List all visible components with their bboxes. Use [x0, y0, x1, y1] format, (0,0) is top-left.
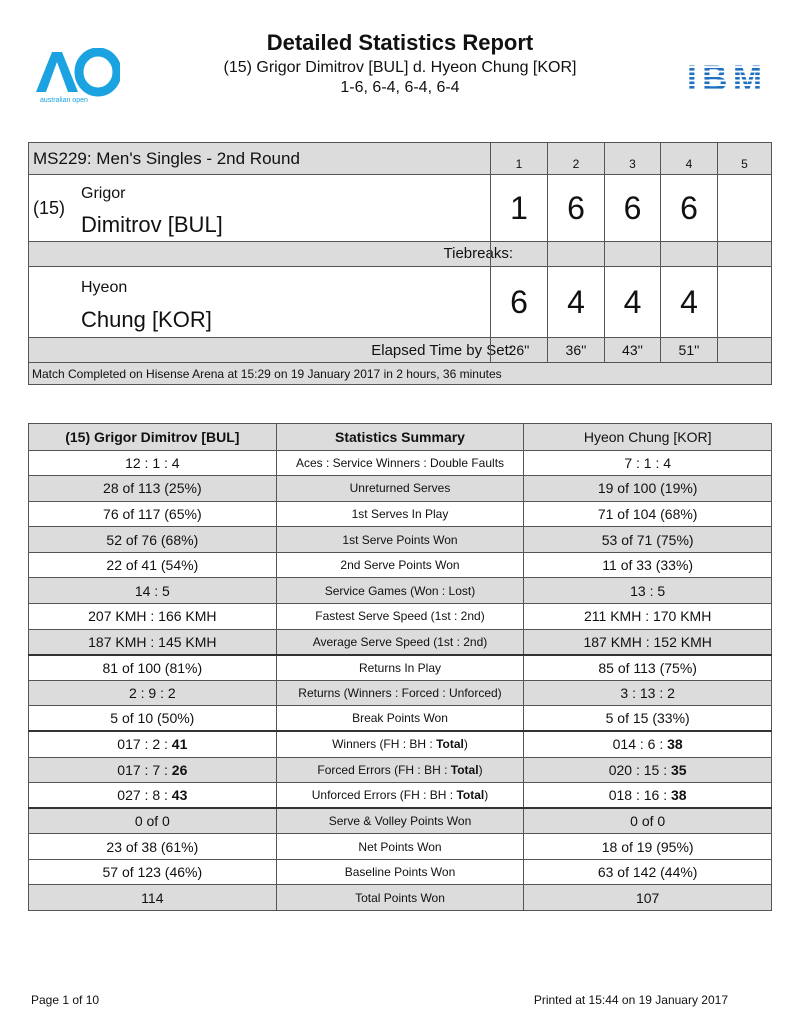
stats-row: [29, 757, 772, 783]
stats-row: [29, 527, 772, 553]
stats-row: [29, 578, 772, 604]
stat-label: Baseline Points Won: [276, 859, 524, 885]
stat-player2-value: 107: [524, 885, 772, 911]
report-score-line: 1-6, 6-4, 6-4, 6-4: [340, 79, 460, 96]
player2-first-name: Hyeon: [81, 279, 128, 296]
report-title: Detailed Statistics Report: [266, 30, 534, 55]
stat-player2-value: 71 of 104 (68%): [524, 501, 772, 527]
set-header-2: 2: [547, 143, 604, 174]
set-header-3: 3: [604, 143, 660, 174]
elapsed-set5: [717, 338, 771, 362]
stat-player2-value: 014 : 6 : 38: [524, 731, 772, 757]
stat-player2-value: 211 KMH : 170 KMH: [524, 604, 772, 630]
stat-player1-value: 0 of 0: [29, 808, 277, 834]
stat-player1-value: 52 of 76 (68%): [29, 527, 277, 553]
stat-label: Winners (FH : BH : Total): [276, 731, 524, 757]
player2-set4: 4: [660, 267, 717, 337]
stats-row: [29, 552, 772, 578]
player2-set1: 6: [490, 267, 547, 337]
stat-label: Fastest Serve Speed (1st : 2nd): [276, 604, 524, 630]
stat-player1-value: 81 of 100 (81%): [29, 655, 277, 681]
stat-label: 2nd Serve Points Won: [276, 552, 524, 578]
stat-player2-value: 11 of 33 (33%): [524, 552, 772, 578]
player1-set2: 6: [547, 175, 604, 241]
stat-label: Serve & Volley Points Won: [276, 808, 524, 834]
stat-player1-value: 114: [29, 885, 277, 911]
player2-set2: 4: [547, 267, 604, 337]
stat-label: Service Games (Won : Lost): [276, 578, 524, 604]
stat-label: Break Points Won: [276, 706, 524, 732]
stats-body: [29, 450, 772, 910]
stat-player2-value: 85 of 113 (75%): [524, 655, 772, 681]
stat-player1-value: 23 of 38 (61%): [29, 834, 277, 860]
score-header-row: [29, 143, 771, 174]
player1-set5: [717, 175, 771, 241]
stat-player1-value: 14 : 5: [29, 578, 277, 604]
stat-player2-value: 63 of 142 (44%): [524, 859, 772, 885]
player1-set3: 6: [604, 175, 660, 241]
player1-first-name: Grigor: [81, 185, 126, 202]
stats-row: [29, 501, 772, 527]
stat-player1-value: 57 of 123 (46%): [29, 859, 277, 885]
stats-row: [29, 476, 772, 502]
stats-row: [29, 783, 772, 809]
stat-label: Returns (Winners : Forced : Unforced): [276, 680, 524, 706]
report-header: [0, 0, 800, 110]
stat-player2-value: 3 : 13 : 2: [524, 680, 772, 706]
stats-header-summary: Statistics Summary: [276, 424, 524, 451]
stats-row: [29, 604, 772, 630]
stat-player2-value: 7 : 1 : 4: [524, 450, 772, 476]
stats-row: [29, 885, 772, 911]
stat-player1-value: 28 of 113 (25%): [29, 476, 277, 502]
tiebreak-row: [29, 242, 771, 266]
stat-label: Returns In Play: [276, 655, 524, 681]
stat-label: Unreturned Serves: [276, 476, 524, 502]
elapsed-set1: 26'': [490, 338, 547, 362]
stat-player1-value: 017 : 2 : 41: [29, 731, 277, 757]
stat-player2-value: 020 : 15 : 35: [524, 757, 772, 783]
set-header-1: 1: [490, 143, 547, 174]
stat-label: Net Points Won: [276, 834, 524, 860]
stat-label: Average Serve Speed (1st : 2nd): [276, 629, 524, 655]
stats-row: [29, 834, 772, 860]
stat-player2-value: 53 of 71 (75%): [524, 527, 772, 553]
ibm-logo-text: IBM: [687, 59, 763, 95]
stat-player2-value: 018 : 16 : 38: [524, 783, 772, 809]
stats-row: [29, 629, 772, 655]
stats-header-player1: (15) Grigor Dimitrov [BUL]: [29, 424, 277, 451]
stat-player1-value: 207 KMH : 166 KMH: [29, 604, 277, 630]
set-header-4: 4: [660, 143, 717, 174]
stat-player1-value: 027 : 8 : 43: [29, 783, 277, 809]
stat-label: Total Points Won: [276, 885, 524, 911]
stat-player2-value: 18 of 19 (95%): [524, 834, 772, 860]
stat-player1-value: 12 : 1 : 4: [29, 450, 277, 476]
page-number: Page 1 of 10: [31, 993, 100, 1007]
elapsed-set3: 43'': [604, 338, 660, 362]
stat-player1-value: 017 : 7 : 26: [29, 757, 277, 783]
match-completed-note: Match Completed on Hisense Arena at 15:29 on 19 January 2017 in 2 hours, 36 minutes: [32, 367, 502, 381]
stat-player1-value: 2 : 9 : 2: [29, 680, 277, 706]
stats-row: [29, 706, 772, 732]
stats-row: [29, 731, 772, 757]
logo-caption: australian open: [40, 97, 88, 104]
event-name: MS229: Men's Singles - 2nd Round: [33, 149, 300, 168]
elapsed-label: Elapsed Time by Set:: [371, 342, 513, 359]
stat-player2-value: 0 of 0: [524, 808, 772, 834]
player1-seed: (15): [33, 198, 66, 218]
stats-row: [29, 655, 772, 681]
stat-player1-value: 22 of 41 (54%): [29, 552, 277, 578]
elapsed-set2: 36'': [547, 338, 604, 362]
elapsed-set4: 51'': [660, 338, 717, 362]
stat-player1-value: 76 of 117 (65%): [29, 501, 277, 527]
completed-row: [29, 363, 771, 384]
stats-header-player2: Hyeon Chung [KOR]: [524, 424, 772, 451]
player1-row: [29, 175, 771, 241]
player1-set1: 1: [490, 175, 547, 241]
stat-player2-value: 187 KMH : 152 KMH: [524, 629, 772, 655]
stat-player1-value: 5 of 10 (50%): [29, 706, 277, 732]
stat-label: 1st Serves In Play: [276, 501, 524, 527]
report-subtitle: (15) Grigor Dimitrov [BUL] d. Hyeon Chung [KOR]: [223, 59, 577, 76]
stats-row: [29, 450, 772, 476]
stat-label: Aces : Service Winners : Double Faults: [276, 450, 524, 476]
elapsed-row: [29, 338, 771, 362]
stat-player1-value: 187 KMH : 145 KMH: [29, 629, 277, 655]
statistics-table: [28, 423, 772, 911]
stats-row: [29, 680, 772, 706]
stats-row: [29, 808, 772, 834]
player2-set5: [717, 267, 771, 337]
stats-header-row: [29, 424, 772, 451]
ibm-logo: [687, 59, 767, 95]
score-table: [28, 142, 772, 385]
stat-label: 1st Serve Points Won: [276, 527, 524, 553]
stat-player2-value: 13 : 5: [524, 578, 772, 604]
player1-last-name: Dimitrov [BUL]: [81, 212, 223, 237]
player2-set3: 4: [604, 267, 660, 337]
tiebreak-label: Tiebreaks:: [443, 245, 513, 262]
printed-timestamp: Printed at 15:44 on 19 January 2017: [533, 993, 728, 1007]
player2-last-name: Chung [KOR]: [81, 307, 212, 332]
stat-player2-value: 5 of 15 (33%): [524, 706, 772, 732]
stat-label: Unforced Errors (FH : BH : Total): [276, 783, 524, 809]
player1-set4: 6: [660, 175, 717, 241]
player2-row: [29, 267, 771, 337]
set-header-5: 5: [717, 143, 771, 174]
stat-label: Forced Errors (FH : BH : Total): [276, 757, 524, 783]
stats-row: [29, 859, 772, 885]
stat-player2-value: 19 of 100 (19%): [524, 476, 772, 502]
